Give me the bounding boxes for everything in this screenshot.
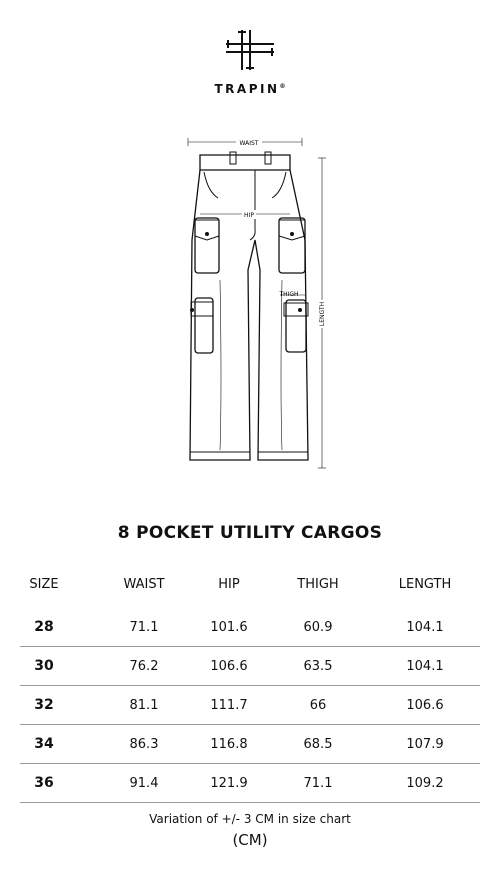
cell-size: 32 xyxy=(34,697,54,713)
brand-name xyxy=(0,82,500,96)
cell-size: 28 xyxy=(34,619,54,635)
cell-hip: 106.6 xyxy=(210,658,248,674)
cell-hip: 111.7 xyxy=(210,697,248,713)
cell-thigh: 71.1 xyxy=(303,775,333,791)
waist-label: WAIST xyxy=(239,140,259,147)
table-row xyxy=(20,764,480,803)
logo-cross-icon xyxy=(224,28,276,72)
table-row xyxy=(20,647,480,686)
cell-hip: 121.9 xyxy=(210,775,248,791)
header-size: SIZE xyxy=(29,576,59,592)
cell-waist: 76.2 xyxy=(129,658,159,674)
brand-name-text: TRAPIN xyxy=(214,82,280,96)
cell-size: 30 xyxy=(34,658,54,674)
header-thigh: THIGH xyxy=(297,576,339,592)
table-row xyxy=(20,608,480,647)
header-hip: HIP xyxy=(218,576,240,592)
pants-diagram xyxy=(170,130,340,480)
cell-thigh: 68.5 xyxy=(303,736,333,752)
cell-thigh: 66 xyxy=(309,697,327,713)
header-length: LENGTH xyxy=(398,576,452,592)
length-label: LENGTH xyxy=(319,301,326,327)
product-title: 8 POCKET UTILITY CARGOS xyxy=(117,523,383,543)
cell-length: 104.1 xyxy=(406,658,444,674)
cell-waist: 86.3 xyxy=(129,736,159,752)
cell-waist: 81.1 xyxy=(129,697,159,713)
table-row xyxy=(20,725,480,764)
cell-waist: 91.4 xyxy=(129,775,159,791)
cell-hip: 116.8 xyxy=(210,736,248,752)
cell-length: 106.6 xyxy=(406,697,444,713)
cell-waist: 71.1 xyxy=(129,619,159,635)
variation-note: Variation of +/- 3 CM in size chart xyxy=(149,812,351,826)
cell-length: 104.1 xyxy=(406,619,444,635)
table-header-row xyxy=(20,568,480,600)
cell-thigh: 60.9 xyxy=(303,619,333,635)
size-chart-table xyxy=(20,568,480,803)
cell-length: 107.9 xyxy=(406,736,444,752)
unit-label: (CM) xyxy=(232,831,268,849)
cell-size: 36 xyxy=(34,775,54,791)
header-waist: WAIST xyxy=(123,576,165,592)
cell-hip: 101.6 xyxy=(210,619,248,635)
cell-size: 34 xyxy=(34,736,54,752)
registered-mark: ® xyxy=(279,83,286,90)
hip-label: HIP xyxy=(244,212,254,219)
table-row xyxy=(20,686,480,725)
cell-thigh: 63.5 xyxy=(303,658,333,674)
cell-length: 109.2 xyxy=(406,775,444,791)
thigh-label: THIGH xyxy=(279,291,299,298)
